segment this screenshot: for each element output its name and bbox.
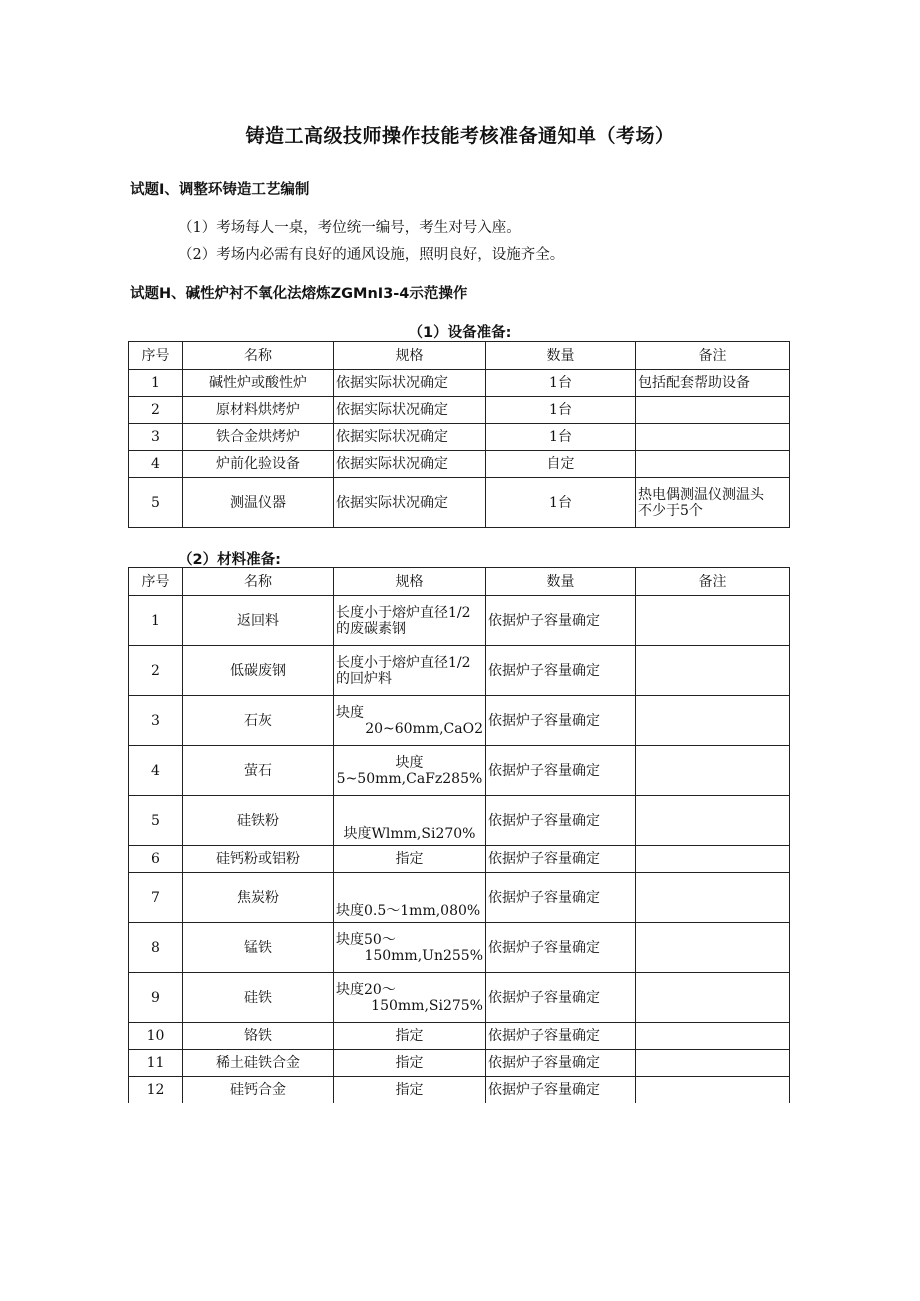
row-qty: 依据炉子容量确定 bbox=[486, 1023, 636, 1050]
row-name: 石灰 bbox=[183, 696, 334, 746]
row-spec: 指定 bbox=[334, 1077, 486, 1103]
table-row bbox=[129, 397, 790, 424]
row-qty: 依据炉子容量确定 bbox=[486, 923, 636, 973]
row-name: 低碳废钢 bbox=[183, 646, 334, 696]
row-spec-line: 块度50～ bbox=[336, 931, 396, 948]
row-note bbox=[636, 451, 790, 478]
row-no: 1 bbox=[129, 596, 183, 646]
row-spec-line: 块度0.5～1mm,080% bbox=[336, 903, 481, 919]
row-spec-line: 150mm,Si275% bbox=[371, 997, 483, 1014]
row-spec-line: 的废碳素钢 bbox=[336, 620, 406, 637]
header-spec: 规格 bbox=[334, 342, 486, 370]
row-qty: 依据炉子容量确定 bbox=[486, 1077, 636, 1103]
row-name: 萤石 bbox=[183, 746, 334, 796]
table-row bbox=[129, 596, 790, 646]
header-note: 备注 bbox=[636, 342, 790, 370]
row-qty: 1台 bbox=[486, 424, 636, 451]
row-qty: 依据炉子容量确定 bbox=[486, 746, 636, 796]
row-spec bbox=[334, 923, 486, 973]
row-no: 1 bbox=[129, 370, 183, 397]
row-no: 10 bbox=[129, 1023, 183, 1050]
row-no: 9 bbox=[129, 973, 183, 1023]
row-spec: 指定 bbox=[334, 846, 486, 873]
table-row bbox=[129, 923, 790, 973]
table-row bbox=[129, 451, 790, 478]
row-no: 3 bbox=[129, 424, 183, 451]
row-spec-line: 块度20～ bbox=[336, 981, 396, 998]
row-spec bbox=[334, 873, 486, 923]
row-note bbox=[636, 1050, 790, 1077]
row-spec bbox=[334, 796, 486, 846]
row-qty: 1台 bbox=[486, 478, 636, 528]
row-note bbox=[636, 1023, 790, 1050]
row-spec-line: 块度 bbox=[395, 754, 424, 771]
table-row bbox=[129, 873, 790, 923]
table-row bbox=[129, 796, 790, 846]
table-row bbox=[129, 696, 790, 746]
header-no: 序号 bbox=[129, 342, 183, 370]
table-row bbox=[129, 1050, 790, 1077]
header-no: 序号 bbox=[129, 568, 183, 596]
table-row bbox=[129, 370, 790, 397]
table-row bbox=[129, 746, 790, 796]
table-row bbox=[129, 1077, 790, 1103]
row-qty: 依据炉子容量确定 bbox=[486, 873, 636, 923]
row-spec bbox=[334, 646, 486, 696]
row-name: 测温仪器 bbox=[183, 478, 334, 528]
row-no: 4 bbox=[129, 451, 183, 478]
header-spec: 规格 bbox=[334, 568, 486, 596]
row-spec-line: 5~50mm,CaFz285% bbox=[336, 770, 483, 787]
header-name: 名称 bbox=[183, 342, 334, 370]
row-name: 硅铁 bbox=[183, 973, 334, 1023]
row-name: 碱性炉或酸性炉 bbox=[183, 370, 334, 397]
materials-caption: （2）材料准备: bbox=[178, 552, 281, 568]
row-note bbox=[636, 796, 790, 846]
row-name: 硅钙合金 bbox=[183, 1077, 334, 1103]
materials-table bbox=[128, 567, 790, 1103]
row-name: 铬铁 bbox=[183, 1023, 334, 1050]
row-spec: 依据实际状况确定 bbox=[334, 451, 486, 478]
row-name: 炉前化验设备 bbox=[183, 451, 334, 478]
row-spec bbox=[334, 746, 486, 796]
row-spec-line: 长度小于熔炉直径1/2 bbox=[336, 604, 471, 621]
header-qty: 数量 bbox=[486, 342, 636, 370]
row-qty: 自定 bbox=[486, 451, 636, 478]
section1-item-2: （2）考场内必需有良好的通风设施，照明良好，设施齐全。 bbox=[178, 247, 565, 263]
row-note bbox=[636, 424, 790, 451]
row-name: 稀土硅铁合金 bbox=[183, 1050, 334, 1077]
row-no: 8 bbox=[129, 923, 183, 973]
row-qty: 依据炉子容量确定 bbox=[486, 696, 636, 746]
row-note bbox=[636, 478, 790, 528]
row-no: 2 bbox=[129, 397, 183, 424]
row-no: 11 bbox=[129, 1050, 183, 1077]
row-name: 铁合金烘烤炉 bbox=[183, 424, 334, 451]
row-note bbox=[636, 596, 790, 646]
row-qty: 依据炉子容量确定 bbox=[486, 846, 636, 873]
row-note bbox=[636, 846, 790, 873]
row-qty: 依据炉子容量确定 bbox=[486, 796, 636, 846]
row-note bbox=[636, 1077, 790, 1103]
document-title: 铸造工高级技师操作技能考核准备通知单（考场） bbox=[245, 125, 675, 147]
row-note bbox=[636, 646, 790, 696]
row-spec-line: 长度小于熔炉直径1/2 bbox=[336, 654, 471, 671]
row-no: 5 bbox=[129, 796, 183, 846]
row-spec-line: 的回炉料 bbox=[336, 670, 392, 687]
table-row bbox=[129, 1023, 790, 1050]
row-spec: 依据实际状况确定 bbox=[334, 397, 486, 424]
table-header-row bbox=[129, 568, 790, 596]
row-spec-line: 块度 bbox=[336, 704, 364, 721]
row-note bbox=[636, 873, 790, 923]
row-note bbox=[636, 973, 790, 1023]
row-no: 6 bbox=[129, 846, 183, 873]
row-no: 12 bbox=[129, 1077, 183, 1103]
row-note-line: 热电偶测温仪测温头 bbox=[638, 486, 764, 503]
table-header-row bbox=[129, 342, 790, 370]
row-spec bbox=[334, 596, 486, 646]
row-note bbox=[636, 746, 790, 796]
row-spec: 指定 bbox=[334, 1023, 486, 1050]
row-note bbox=[636, 923, 790, 973]
row-qty: 1台 bbox=[486, 370, 636, 397]
equipment-table bbox=[128, 341, 790, 528]
row-spec-line: 20~60mm,CaO2 bbox=[365, 720, 483, 737]
header-qty: 数量 bbox=[486, 568, 636, 596]
row-spec: 依据实际状况确定 bbox=[334, 370, 486, 397]
row-no: 7 bbox=[129, 873, 183, 923]
row-note-line: 不少于5个 bbox=[638, 502, 703, 519]
row-spec: 依据实际状况确定 bbox=[334, 424, 486, 451]
row-spec bbox=[334, 973, 486, 1023]
row-qty: 依据炉子容量确定 bbox=[486, 646, 636, 696]
row-note bbox=[636, 397, 790, 424]
row-qty: 依据炉子容量确定 bbox=[486, 973, 636, 1023]
row-spec bbox=[334, 696, 486, 746]
row-note bbox=[636, 696, 790, 746]
row-name: 焦炭粉 bbox=[183, 873, 334, 923]
table-row bbox=[129, 478, 790, 528]
row-spec-line: 150mm,Un255% bbox=[364, 947, 483, 964]
row-note: 包括配套帮助设备 bbox=[636, 370, 790, 397]
row-name: 返回料 bbox=[183, 596, 334, 646]
row-name: 原材料烘烤炉 bbox=[183, 397, 334, 424]
table-row bbox=[129, 846, 790, 873]
row-spec: 依据实际状况确定 bbox=[334, 478, 486, 528]
table-row bbox=[129, 973, 790, 1023]
row-spec-line: 块度Wlmm,Si270% bbox=[343, 826, 476, 842]
row-qty: 1台 bbox=[486, 397, 636, 424]
header-note: 备注 bbox=[636, 568, 790, 596]
header-name: 名称 bbox=[183, 568, 334, 596]
row-name: 硅钙粉或铝粉 bbox=[183, 846, 334, 873]
row-spec: 指定 bbox=[334, 1050, 486, 1077]
table-row bbox=[129, 646, 790, 696]
row-name: 硅铁粉 bbox=[183, 796, 334, 846]
row-qty: 依据炉子容量确定 bbox=[486, 596, 636, 646]
section1-heading: 试题Ⅰ、调整环铸造工艺编制 bbox=[130, 182, 310, 198]
section1-item-1: （1）考场每人一桌，考位统一编号，考生对号入座。 bbox=[178, 220, 521, 236]
equipment-caption: （1）设备准备: bbox=[408, 325, 512, 341]
row-qty: 依据炉子容量确定 bbox=[486, 1050, 636, 1077]
row-no: 3 bbox=[129, 696, 183, 746]
row-no: 4 bbox=[129, 746, 183, 796]
row-no: 5 bbox=[129, 478, 183, 528]
section2-heading: 试题H、碱性炉衬不氧化法熔炼ZGMnI3-4示范操作 bbox=[130, 286, 468, 302]
row-name: 锰铁 bbox=[183, 923, 334, 973]
table-row bbox=[129, 424, 790, 451]
row-no: 2 bbox=[129, 646, 183, 696]
